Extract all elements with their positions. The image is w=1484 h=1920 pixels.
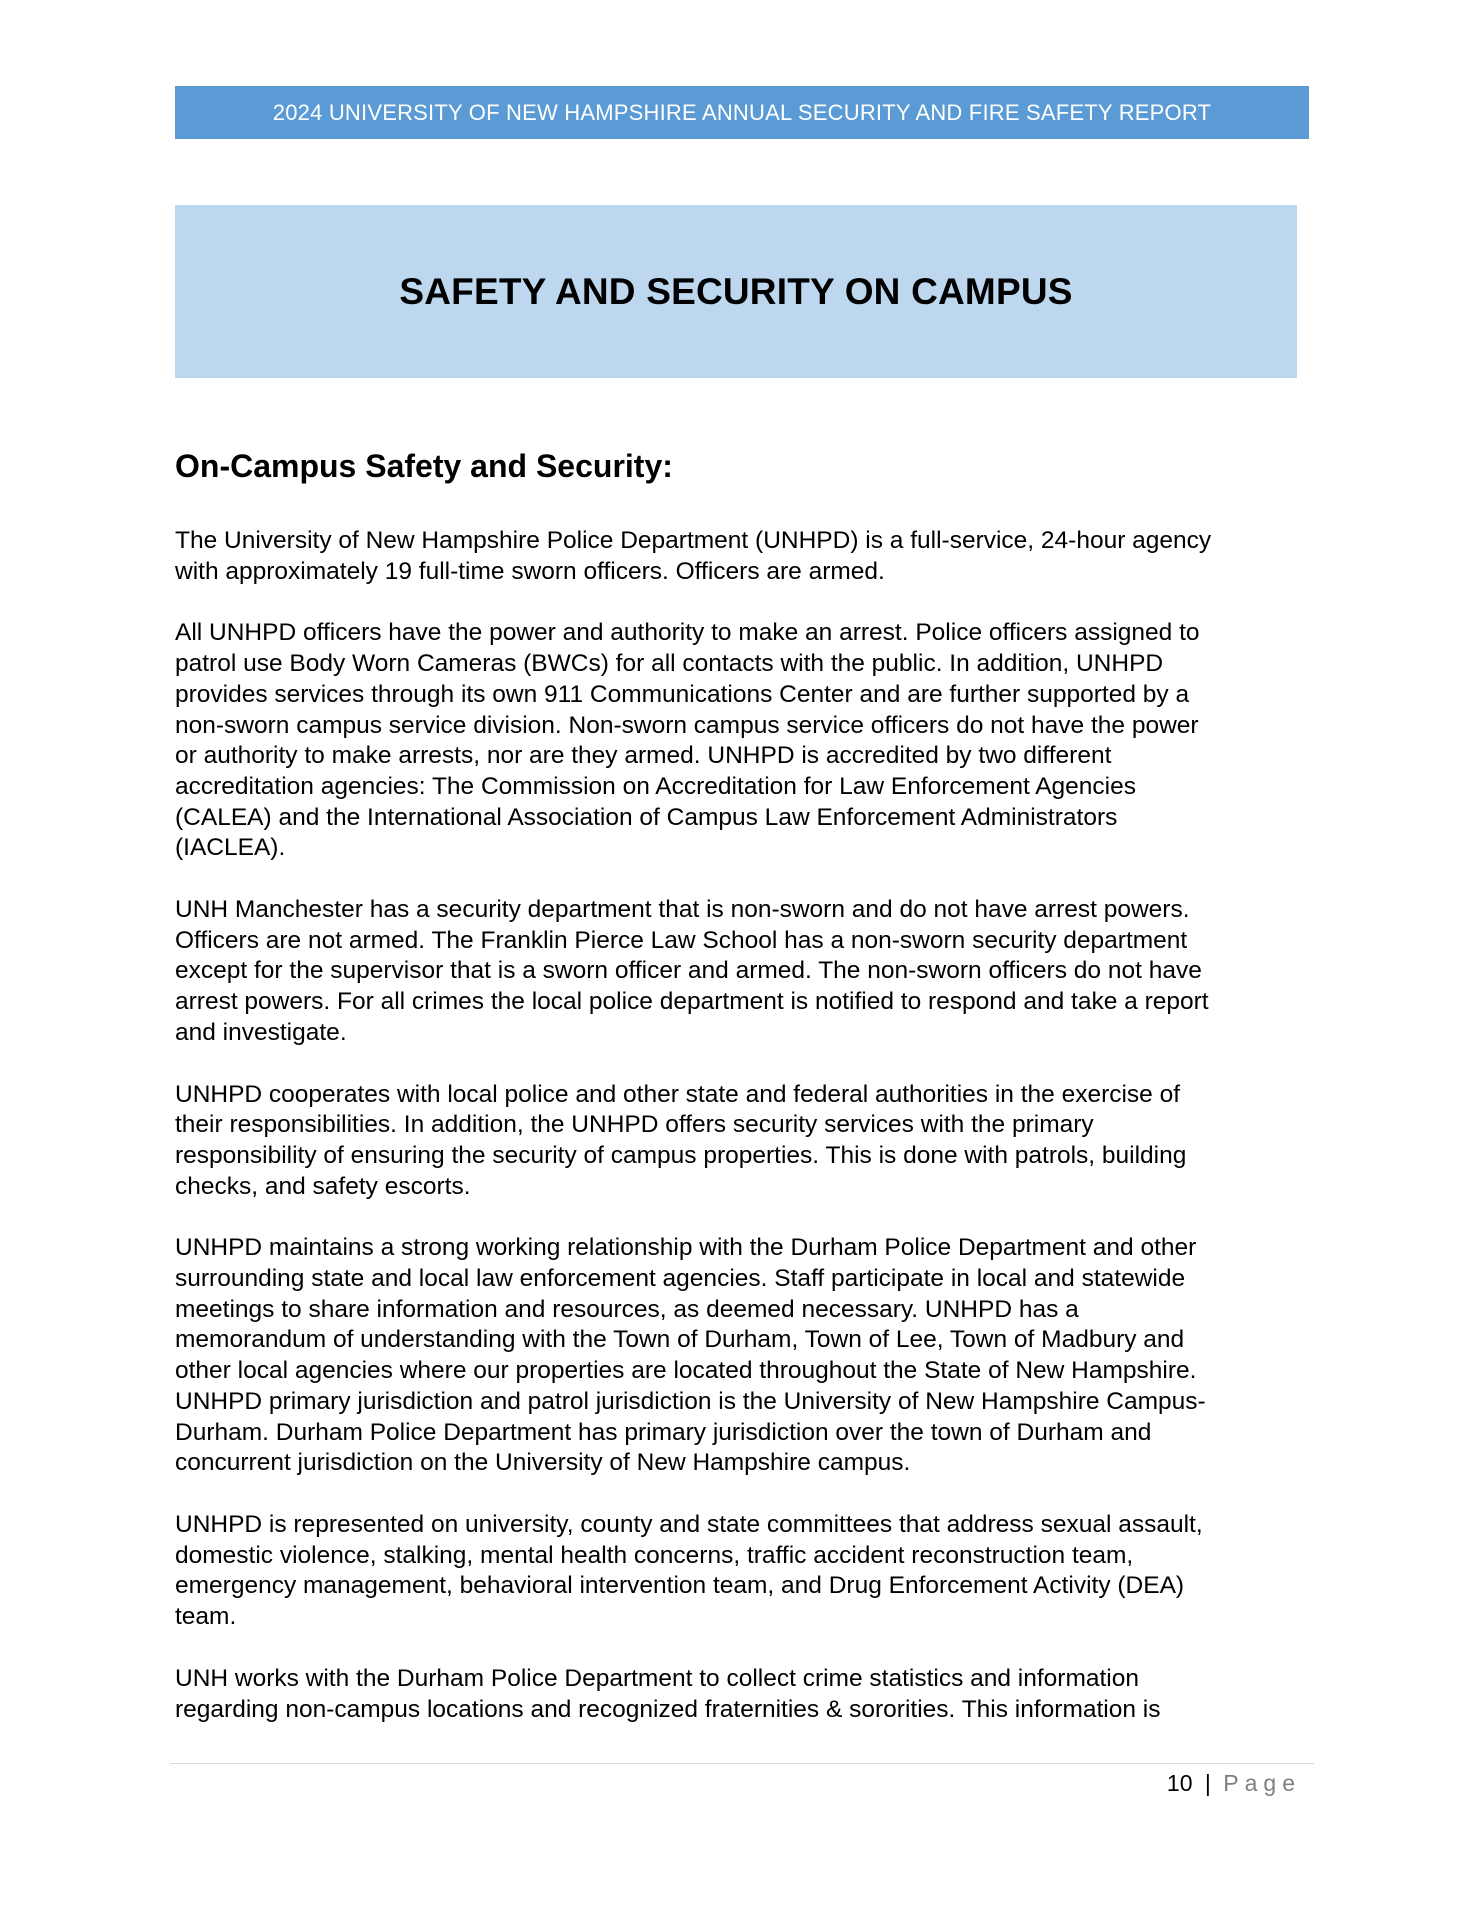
page-number: 10 [1166, 1770, 1193, 1796]
paragraph-unhpd-overview: The University of New Hampshire Police Department (UNHPD) is a full-service, 24-hour agency with approximately 19 full-time sworn officers. Officers are armed. [175, 527, 1212, 585]
report-header-bar [175, 86, 1309, 139]
page-label: Page [1223, 1770, 1301, 1796]
paragraph-manchester-security: UNH Manchester has a security department that is non-sworn and do not have arrest powers. Officers are not armed. The Franklin Pierce Law School has a non-sworn security department except for the supervisor that is a sworn officer and armed. The non-sworn officers do not have arrest powers. For all crimes the local police department is notified to respond and take a report and investigate. [175, 896, 1209, 1046]
section-subheading: On-Campus Safety and Security: [175, 448, 673, 484]
paragraph-arrest-authority: All UNHPD officers have the power and authority to make an arrest. Police officers assigned to patrol use Body Worn Cameras (BWCs) for all contacts with the public. In addition, UNHPD provides services through its own 911 Communications Center and are further supported by a non-sworn campus service division. Non-sworn campus service officers do not have the power or authority to make arrests, nor are they armed. UNHPD is accredited by two different accreditation agencies: The Commission on Accreditation for Law Enforcement Agencies (CALEA) and the International Association of Campus Law Enforcement Administrators (IACLEA). [175, 619, 1200, 862]
footer-separator: | [1204, 1770, 1211, 1796]
report-header-title: 2024 UNIVERSITY OF NEW HAMPSHIRE ANNUAL SECURITY AND FIRE SAFETY REPORT [272, 100, 1212, 125]
paragraph-committees: UNHPD is represented on university, county and state committees that address sexual assault, domestic violence, stalking, mental health concerns, traffic accident reconstruction team, emergency management, behavioral intervention team, and Drug Enforcement Activity (DEA) team. [175, 1510, 1203, 1631]
page-footer [1167, 1768, 1301, 1798]
document-body [175, 444, 1315, 1756]
footer-divider [170, 1763, 1314, 1764]
paragraph-durham-relationship: UNHPD maintains a strong working relationship with the Durham Police Department and other surrounding state and local law enforcement agencies. Staff participate in local and statewide meetings to share information and resources, as deemed necessary. UNHPD has a memorandum of understanding with the Town of Durham, Town of Lee, Town of Madbury and other local agencies where our properties are located throughout the State of New Hampshire. UNHPD primary jurisdiction and patrol jurisdiction is the University of New Hampshire Campus- Durham. Durham Police Department has primary jurisdiction over the town of Durham and concurrent jurisdiction on the University of New Hampshire campus. [175, 1234, 1206, 1477]
paragraph-cooperation: UNHPD cooperates with local police and other state and federal authorities in the exercise of their responsibilities. In addition, the UNHPD offers security services with the primary responsibility of ensuring the security of campus properties. This is done with patrols, building checks, and safety escorts. [175, 1080, 1187, 1200]
paragraph-crime-statistics: UNH works with the Durham Police Department to collect crime statistics and information regarding non-campus locations and recognized fraternities & sororities. This information is [175, 1664, 1161, 1723]
section-title-box [175, 205, 1297, 378]
section-title: SAFETY AND SECURITY ON CAMPUS [399, 270, 1073, 312]
